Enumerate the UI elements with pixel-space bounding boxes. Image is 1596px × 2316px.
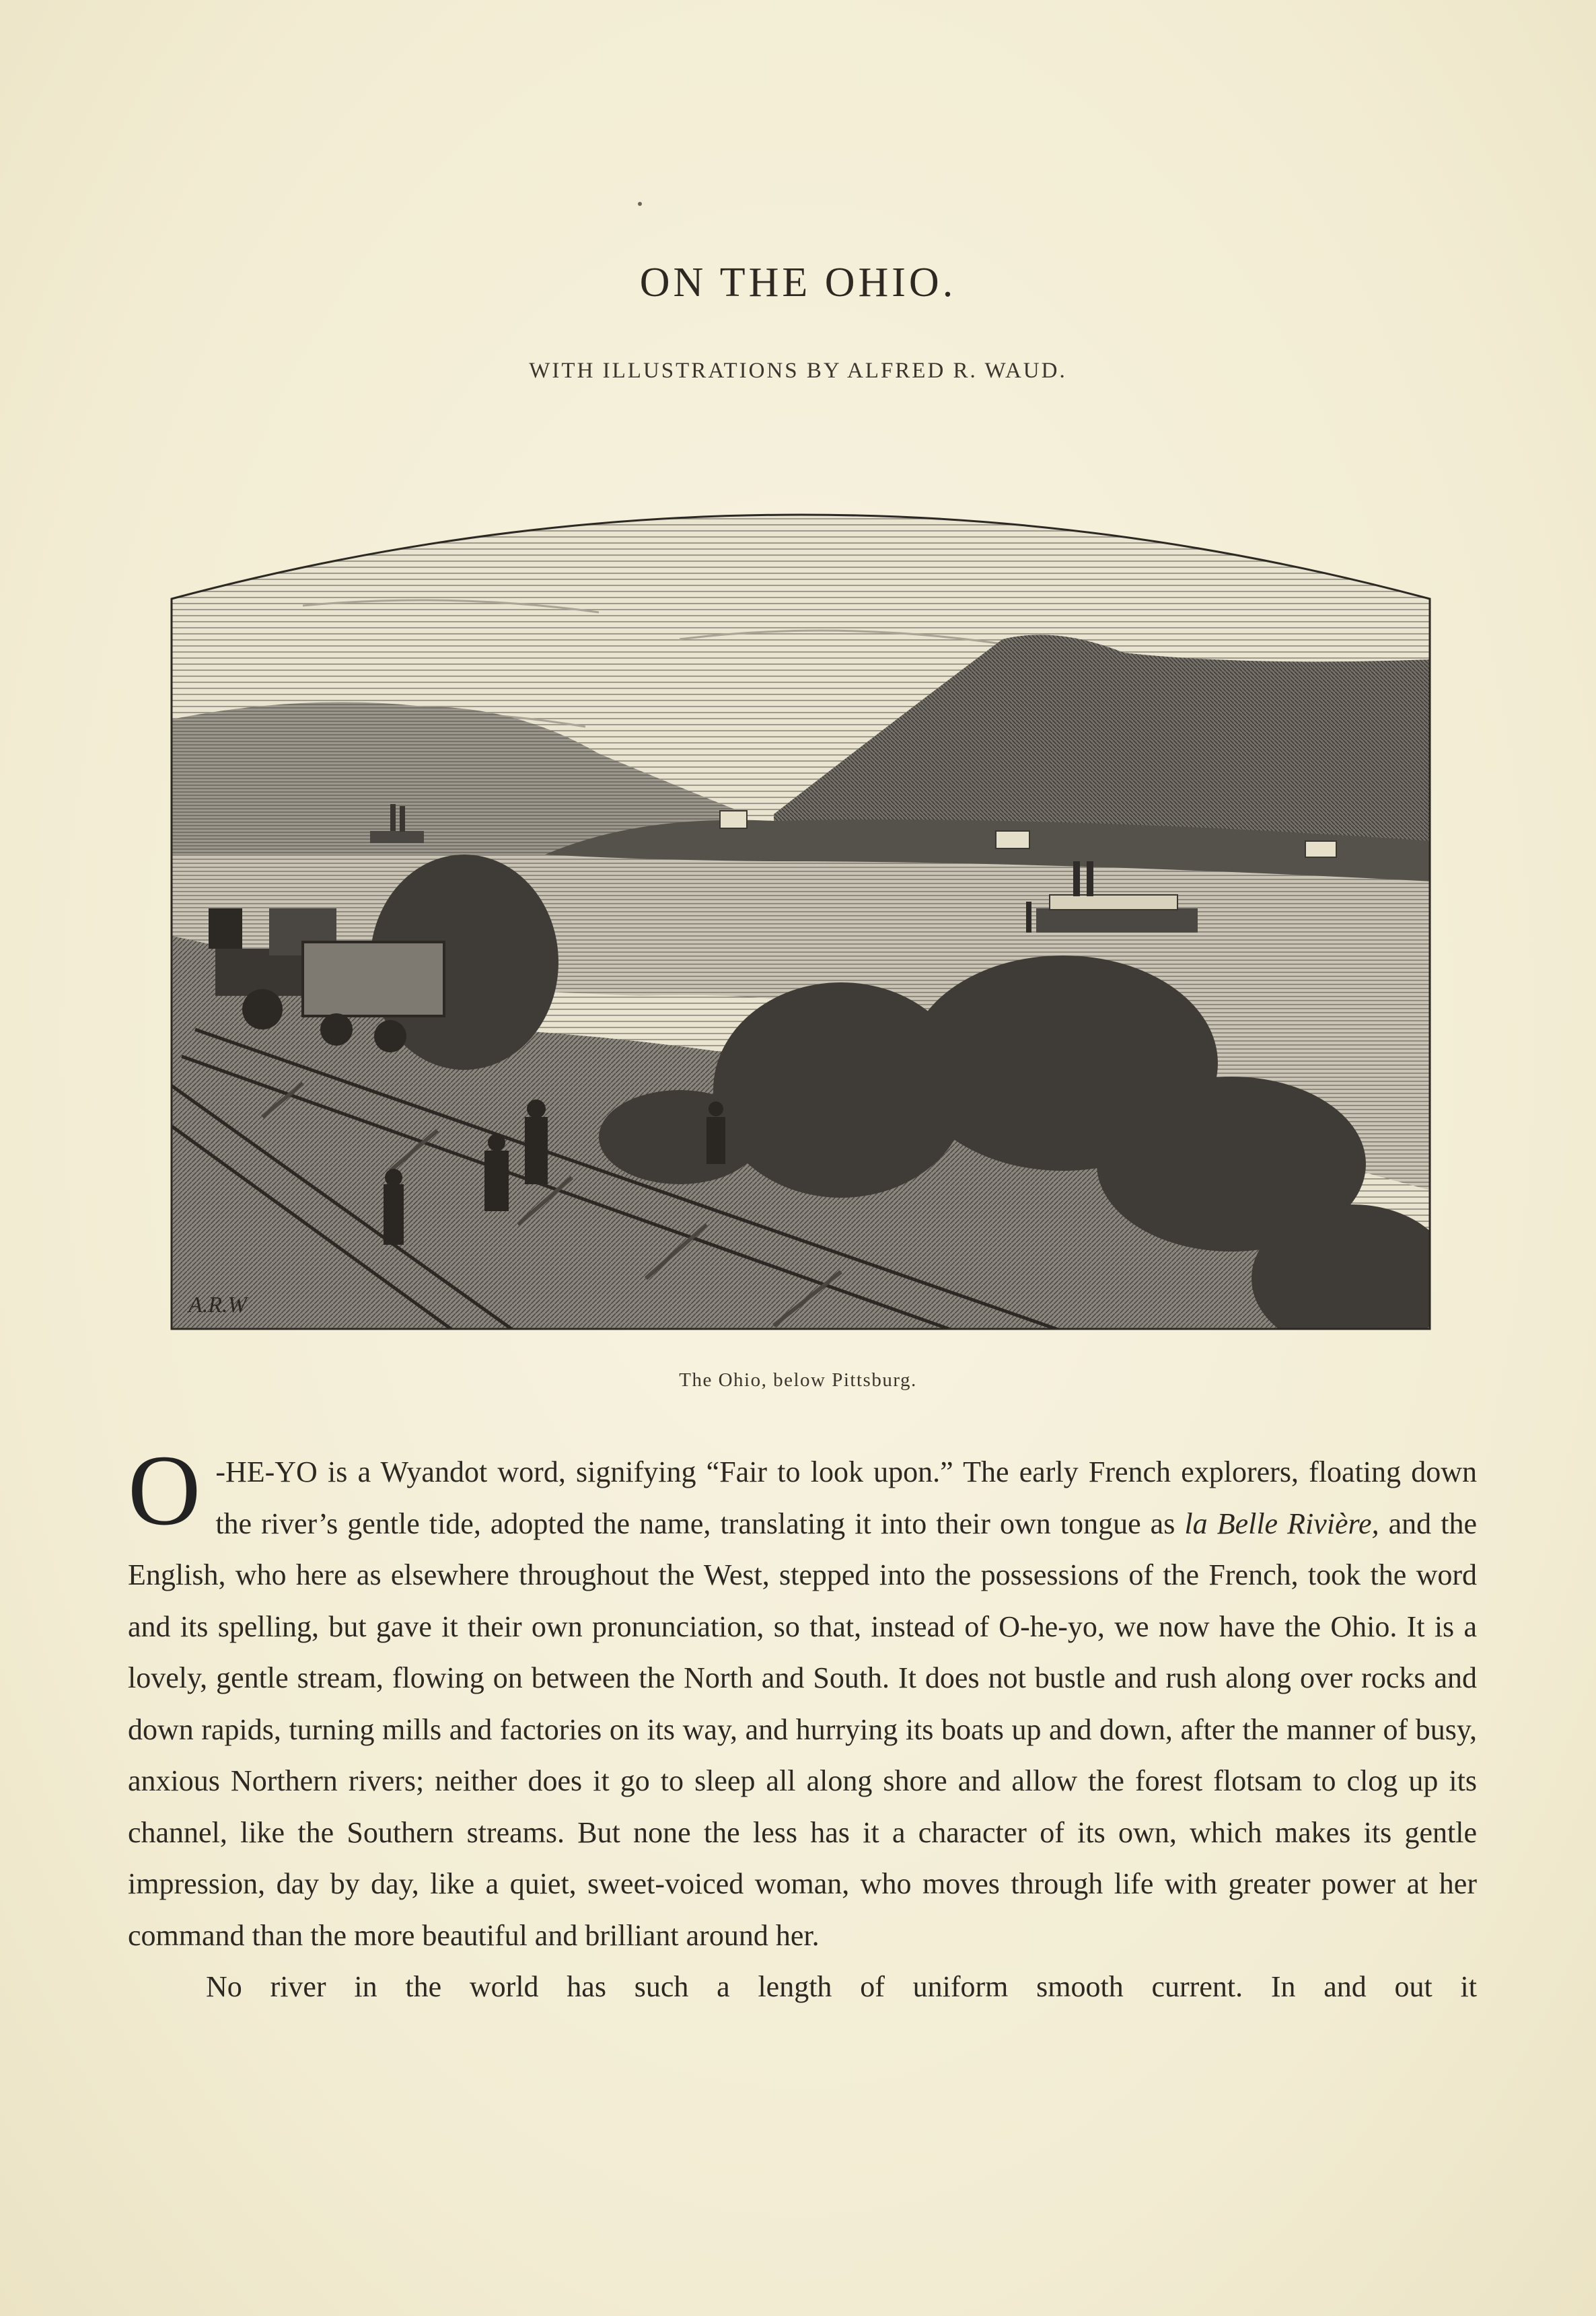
paragraph-1-text-start: -HE-YO is a Wyandot word, signifying “Fair to look upon.” The early French explorers, floating down the river’s gentle tide, adopted the name, translating it into their own tongue as [215,1455,1477,1540]
paragraph-1-text-end: and the English, who here as elsewhere throughout the West, stepped into the possessions of the French, took the word and its spelling, but gave it their own pronunciation, so that, instead of O-he-yo, we now have the Ohio. It is a lovely, gentle stream, flowing on between the North and South. It does not bustle and rush along over rocks and down rapids, turning mills and factories on its way, and hurrying its boats up and down, after the manner of busy, anxious Northern rivers; neither does it go to sleep all along shore and allow the forest flotsam to clog up its channel, like the Southern streams. But none the less has it a character of its own, which makes its gentle impression, day by day, like a quiet, sweet-voiced woman, who moves through life with greater power at her command than the more beautiful and brilliant around her. [128,1507,1478,1952]
paragraph-2: No river in the world has such a length of uniform smooth current. In and out it [206,1970,1477,2003]
article-body [128,1435,1478,2013]
illustration-caption: The Ohio, below Pittsburg. [679,1369,917,1391]
drop-cap: O [128,1435,201,1546]
page-subtitle: WITH ILLUSTRATIONS BY ALFRED R. WAUD. [529,359,1067,383]
ink-speck [638,202,642,206]
italic-phrase: la Belle Rivière, [1184,1507,1379,1540]
artist-signature: A.R.W [188,1293,247,1317]
engraving-illustration [168,437,1433,1334]
paragraph-1 [128,1435,1478,1961]
page-title: ON THE OHIO. [639,260,957,305]
